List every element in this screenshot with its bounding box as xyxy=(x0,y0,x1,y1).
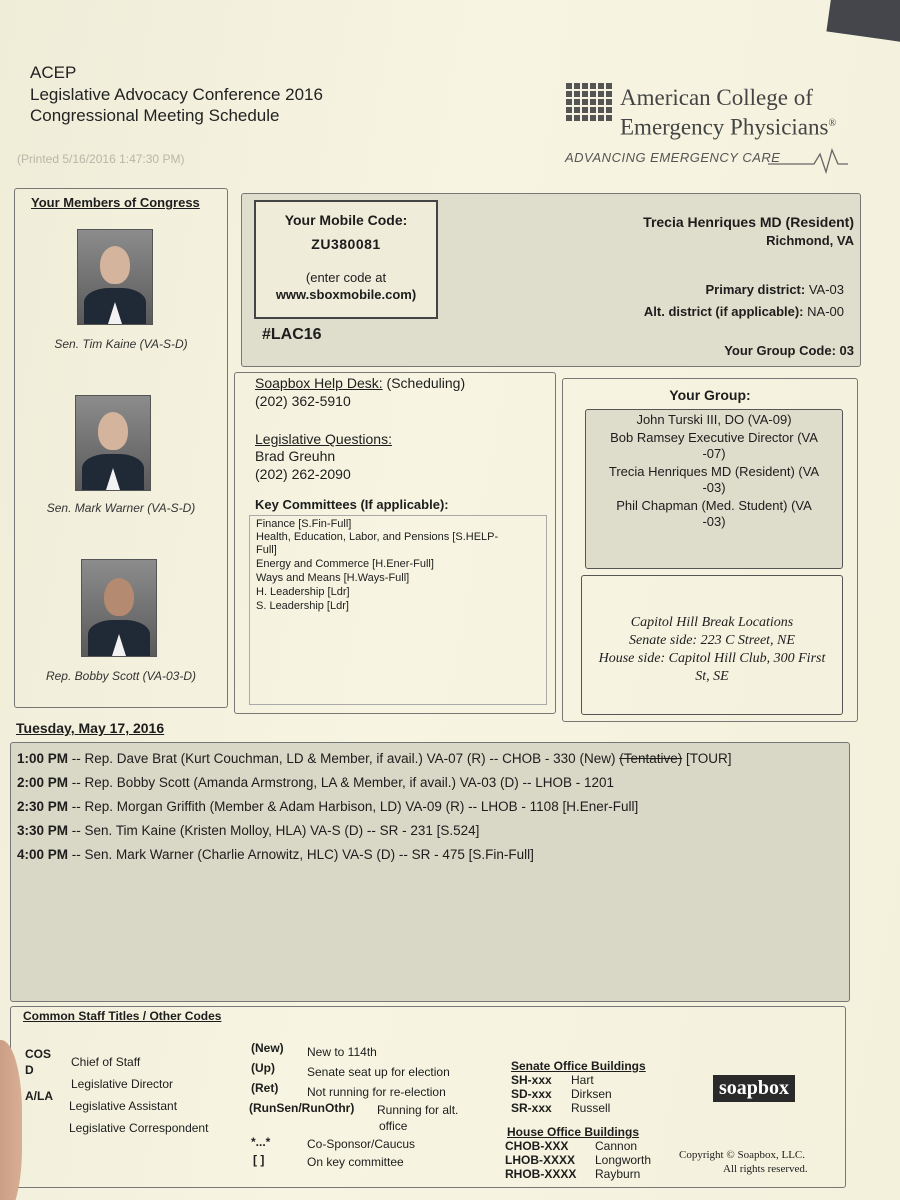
schedule-row: 4:00 PM -- Sen. Mark Warner (Charlie Arnowitz, HLC) VA-S (D) -- SR - 475 [S.Fin-Full] xyxy=(17,847,534,862)
background-corner xyxy=(826,0,900,48)
mobile-code-value: ZU380081 xyxy=(311,236,381,252)
house-name: Cannon xyxy=(595,1139,638,1153)
committee-line: Energy and Commerce [H.Ener-Full] xyxy=(256,558,434,570)
members-title: Your Members of Congress xyxy=(31,195,200,210)
code-key: (New) xyxy=(251,1041,284,1055)
header-acep: ACEP xyxy=(30,63,77,82)
break-house-cont: St, SE xyxy=(695,669,729,684)
group-member: -07) xyxy=(702,446,726,461)
break-house: House side: Capitol Hill Club, 300 First xyxy=(598,651,826,666)
committee-line: H. Leadership [Ldr] xyxy=(256,586,350,598)
acep-name-line1: American College of xyxy=(620,85,813,110)
primary-district: Primary district: VA-03 xyxy=(705,282,844,297)
code-desc: office xyxy=(379,1119,408,1133)
committees-box xyxy=(249,515,547,705)
help-desk: Soapbox Help Desk: (Scheduling) xyxy=(255,375,466,391)
leg-questions-phone: (202) 262-2090 xyxy=(255,466,351,482)
code-desc: New to 114th xyxy=(307,1045,377,1059)
schedule-row: 3:30 PM -- Sen. Tim Kaine (Kristen Molloy, HLA) VA-S (D) -- SR - 231 [S.524] xyxy=(17,823,480,838)
help-desk-phone: (202) 362-5910 xyxy=(255,393,351,409)
group-panel xyxy=(562,378,858,722)
house-name: Rayburn xyxy=(595,1167,641,1181)
code-key: (Up) xyxy=(251,1061,275,1075)
staff-title: Chief of Staff xyxy=(71,1055,141,1069)
group-member: John Turski III, DO (VA-09) xyxy=(636,412,792,427)
schedule-row: 1:00 PM -- Rep. Dave Brat (Kurt Couchman, LD & Member, if avail.) VA-07 (R) -- CHOB - 330 (New) (Tentative) [TOUR] xyxy=(17,751,732,766)
break-title: Capitol Hill Break Locations xyxy=(630,615,794,630)
committee-line: Finance [S.Fin-Full] xyxy=(256,518,352,530)
group-member: -03) xyxy=(702,480,726,495)
staff-code: D xyxy=(25,1063,34,1077)
house-code: CHOB-XXX xyxy=(505,1139,569,1153)
house-code: RHOB-XXXX xyxy=(505,1167,577,1181)
attendee-name: Trecia Henriques MD (Resident) xyxy=(643,214,854,230)
soapbox-logo: soapbox xyxy=(713,1075,795,1102)
staff-title: Legislative Director xyxy=(71,1077,174,1091)
committee-line: Full] xyxy=(256,544,277,556)
committee-line: Health, Education, Labor, and Pensions [S.HELP- xyxy=(256,531,499,543)
staff-title: Legislative Correspondent xyxy=(69,1121,209,1135)
staff-code: A/LA xyxy=(25,1089,53,1103)
schedule-row: 2:30 PM -- Rep. Morgan Griffith (Member & Adam Harbison, LD) VA-09 (R) -- LHOB - 1108 [H.Ener-Full] xyxy=(17,799,639,814)
staff-title: Legislative Assistant xyxy=(69,1099,178,1113)
code-key: (RunSen/RunOthr) xyxy=(249,1101,355,1115)
schedule-panel xyxy=(10,742,850,1002)
code-desc: Co-Sponsor/Caucus xyxy=(307,1137,416,1151)
members-panel xyxy=(14,188,228,708)
senate-code: SD-xxx xyxy=(511,1087,552,1101)
header-schedule-title: Congressional Meeting Schedule xyxy=(30,106,280,125)
schedule-row: 2:00 PM -- Rep. Bobby Scott (Amanda Armstrong, LA & Member, if avail.) VA-03 (D) -- LHOB - 1201 xyxy=(17,775,614,790)
mobile-code-box xyxy=(254,200,438,319)
attendee-city: Richmond, VA xyxy=(766,233,854,248)
house-name: Longworth xyxy=(595,1153,652,1167)
mobile-code-hint: (enter code at xyxy=(305,270,387,285)
alt-district: Alt. district (if applicable): NA-00 xyxy=(643,304,844,319)
printed-timestamp: (Printed 5/16/2016 1:47:30 PM) xyxy=(17,152,185,166)
break-senate: Senate side: 223 C Street, NE xyxy=(629,633,795,648)
senate-code: SR-xxx xyxy=(511,1101,552,1115)
group-member: Trecia Henriques MD (Resident) (VA xyxy=(608,464,820,479)
code-key: (Ret) xyxy=(251,1081,279,1095)
leg-questions-name: Brad Greuhn xyxy=(255,448,336,464)
header-conference: Legislative Advocacy Conference 2016 xyxy=(30,85,323,104)
acep-name-line2: Emergency Physicians® xyxy=(620,114,837,140)
hashtag: #LAC16 xyxy=(262,326,322,343)
house-code: LHOB-XXXX xyxy=(505,1153,576,1167)
group-member: Bob Ramsey Executive Director (VA xyxy=(610,430,818,445)
code-desc: Senate seat up for election xyxy=(307,1065,450,1079)
attendee-panel xyxy=(241,193,861,367)
group-member: -03) xyxy=(702,514,726,529)
acep-logo-icon xyxy=(566,83,612,121)
code-desc: On key committee xyxy=(307,1155,404,1169)
group-list xyxy=(585,409,843,569)
copyright-line1: Copyright © Soapbox, LLC. xyxy=(679,1149,805,1161)
group-member: Phil Chapman (Med. Student) (VA xyxy=(616,498,812,513)
code-key: [ ] xyxy=(253,1153,265,1167)
mobile-code-url: www.sboxmobile.com) xyxy=(275,287,417,302)
staff-code: COS xyxy=(25,1047,52,1061)
senate-buildings-title: Senate Office Buildings xyxy=(511,1059,646,1073)
photo-bobby-scott xyxy=(81,559,157,657)
senate-name: Dirksen xyxy=(571,1087,612,1101)
code-desc: Running for alt. xyxy=(377,1103,459,1117)
break-locations-box xyxy=(581,575,843,715)
member-name-kaine: Sen. Tim Kaine (VA-S-D) xyxy=(54,337,188,351)
heartbeat-line-icon xyxy=(768,146,848,174)
senate-name: Russell xyxy=(571,1101,611,1115)
committee-line: Ways and Means [H.Ways-Full] xyxy=(256,572,410,584)
committee-line: S. Leadership [Ldr] xyxy=(256,600,349,612)
legend-title: Common Staff Titles / Other Codes xyxy=(23,1009,222,1023)
acep-tagline: ADVANCING EMERGENCY CARE xyxy=(565,150,781,165)
mobile-code-label: Your Mobile Code: xyxy=(284,212,408,228)
committees-label: Key Committees (If applicable): xyxy=(255,497,449,512)
house-buildings-title: House Office Buildings xyxy=(507,1125,640,1139)
senate-code: SH-xxx xyxy=(511,1073,552,1087)
help-panel xyxy=(234,372,556,714)
copyright-line2: All rights reserved. xyxy=(723,1163,808,1175)
photo-tim-kaine xyxy=(77,229,153,325)
senate-name: Hart xyxy=(571,1073,594,1087)
legend-panel xyxy=(10,1006,846,1188)
leg-questions-label: Legislative Questions: xyxy=(255,431,392,447)
member-name-scott: Rep. Bobby Scott (VA-03-D) xyxy=(45,669,197,683)
member-name-warner: Sen. Mark Warner (VA-S-D) xyxy=(46,501,196,515)
code-desc: Not running for re-election xyxy=(307,1085,446,1099)
schedule-date: Tuesday, May 17, 2016 xyxy=(16,720,165,736)
photo-mark-warner xyxy=(75,395,151,491)
code-key: *...* xyxy=(251,1135,271,1149)
group-code: Your Group Code: 03 xyxy=(724,343,854,358)
group-title: Your Group: xyxy=(669,387,751,403)
